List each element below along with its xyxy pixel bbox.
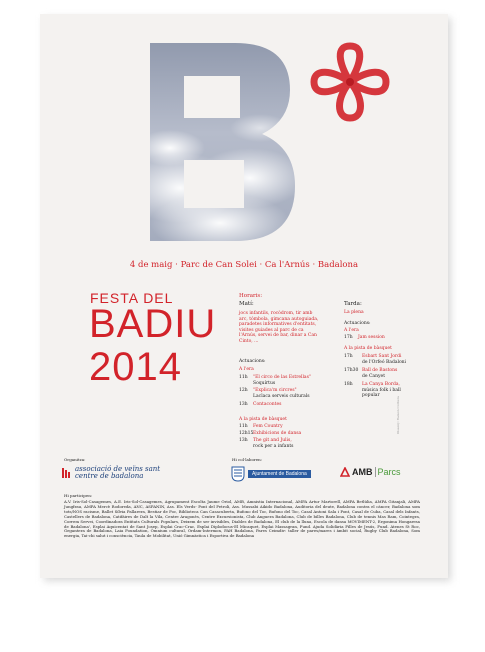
flower-logo-icon	[308, 42, 392, 122]
tarda-text: La plena	[344, 310, 364, 315]
item-time: 12h	[239, 388, 248, 393]
amb-triangle-icon	[340, 467, 350, 477]
schedule-item	[239, 424, 283, 430]
actuacions-label: Actuacions:	[239, 359, 266, 364]
item-act: Fem Country	[253, 424, 283, 429]
support-label: Hi col·laboren:	[232, 457, 263, 462]
schedule-item	[344, 335, 385, 341]
ajuntament-crest-icon	[231, 466, 245, 482]
schedule-item	[239, 431, 301, 437]
tarda-actuacions-label: Actuacions:	[344, 321, 371, 326]
era-label: A l'era	[239, 367, 254, 372]
item-act: "El circo de las Estrellas"	[253, 375, 311, 380]
tarda-label: Tarda:	[344, 301, 362, 307]
item-act: Jam session	[358, 335, 385, 340]
tarda-pista-label: A la pista de bàsquet	[344, 346, 392, 351]
event-subtitle: 4 de maig · Parc de Can Solei · Ca l'Arnús · Badalona	[129, 260, 359, 270]
title-year: 2014	[89, 345, 182, 389]
poster	[40, 14, 448, 578]
item-act: Esbart Sant Jordi	[362, 354, 402, 359]
item-act: The git and Julis,	[253, 438, 292, 443]
item-time: 11h	[239, 375, 248, 380]
amb-label: AMB	[352, 467, 373, 477]
item-time: 12h15	[239, 431, 254, 436]
ajuntament-name: Ajuntament de Badalona	[248, 470, 311, 478]
item-act: Ball de Bastons	[362, 368, 398, 373]
item-act: Exhibicions de dansa	[253, 431, 302, 436]
item-time: 17h30	[344, 368, 359, 373]
item-act: La Canya Borda,	[362, 382, 400, 387]
mati-text: jocs infantils, rocòdrom, tir amb arc, tómbola, gimcana autoguiada, paradetes informatives d'entitats, visites guiades al parc de ca l'Arnús, servei de bar, dinar a Can Cinto, ...	[239, 311, 319, 344]
item-extra: música folk i ball popular	[362, 387, 401, 399]
association-mark-icon	[62, 468, 72, 478]
logo-divider	[375, 467, 376, 477]
b-letter-graphic	[140, 38, 300, 248]
item-act: "Explica'm circres"	[253, 388, 297, 393]
schedule-item	[344, 354, 406, 365]
item-time: 17h	[344, 335, 353, 340]
organitza-label: Organitza:	[64, 457, 86, 462]
item-time: 11h	[239, 424, 248, 429]
tarda-era-label: A l'era	[344, 328, 359, 333]
horaris-label: Horaris:	[239, 293, 263, 299]
schedule-item	[239, 402, 281, 408]
title-badiu: BADIU	[89, 302, 217, 346]
item-time: 13h	[239, 438, 248, 443]
association-logo	[62, 466, 182, 480]
item-time: 18h	[344, 382, 353, 387]
item-time: 13h	[239, 402, 248, 407]
participants-text: A.V. Iris-Sol-Casagemes, A.E. Iris-Sol-Casagemes, Agrupament Escolta Jaume Oriol, AMB, Amnistia Internacional, AMPA Artur Martorell, AMPA Betlúlia, AMPA Gitanjali, AMPA Jungfrau, AMPA Mercè Rodoreda, ANC, ASPANIN, Ass. Els Verds- Pont del Petroli, Ass. Mussabi Aikido Badalona, Auditoria del deute, Badalona contra el càncer, Badalona som tots/NOS racisme, Ballet Sílvia Pallarera, Bestiar de Foc, Biblioteca Can Casacuberta, Bufono del Toc, Bufono del Toc, Casal Antoni Sala i Pont, Casal de Cuba, Casal dels Infants, Castellers de Badalona, Catifàires de Dalt la Vila, Centre Aragonès, Centre Excursionista, Club Anguera Badalona, Club de billes Badalona, Club de tennis Mas Ram, Cointegra, Correm Servei, Coordinadora Entitats Culturals Populars, Deixem de ser invisibles, Diables de Badalona, El club de la lluna, Escola de dansa MOVIMENT-2, Ergonima Hongaresa de Badalona', Esplai Aquicentat de Sant Josep, Esplai Crac-Crac, Esplai Diplodocus-El Micaquet, Esplai Massagran, Fund. Ajuda Solidària Filles de Jesús, Fund. Atenes St Roc, Gegantera de Badalona, Laia Foundation, Òmnium cultural, Ordam-Intermon, PAH Badalona, Pares Ceimdiv: taller de pares/mares i àmbit social, Rugby Club Badalona, Som energia, Tai-chi salut i consciència, Taula de Mobilitat, Unió Gimnàstica i Esportiva de Badalona	[64, 499, 420, 539]
item-extra: Laclaca serveis culturals	[253, 393, 310, 399]
amb-parcs-logo	[340, 467, 401, 477]
participants-label: Hi participen:	[64, 493, 93, 498]
schedule-item	[239, 388, 310, 399]
design-credit: Disseny: Ramon Corbera	[396, 396, 400, 434]
item-extra: de Canyet	[362, 373, 386, 379]
item-act: Contacontes	[253, 402, 282, 407]
item-extra: rock per a infants	[253, 443, 294, 449]
item-extra: Soquírtus	[253, 380, 276, 386]
ajuntament-logo	[231, 466, 311, 482]
association-name: associació de veïns sant centre de badalona	[75, 465, 161, 480]
pista-label: A la pista de bàsquet	[239, 417, 287, 422]
parcs-label: Parcs	[377, 467, 401, 477]
title-festa-del: FESTA DEL	[90, 290, 174, 306]
schedule-item	[344, 368, 397, 379]
schedule-item	[239, 438, 293, 449]
schedule-item	[239, 375, 311, 386]
item-extra: de l'Orfeó Badaloni	[362, 359, 406, 365]
item-time: 17h	[344, 354, 353, 359]
mati-label: Matí:	[239, 301, 254, 307]
